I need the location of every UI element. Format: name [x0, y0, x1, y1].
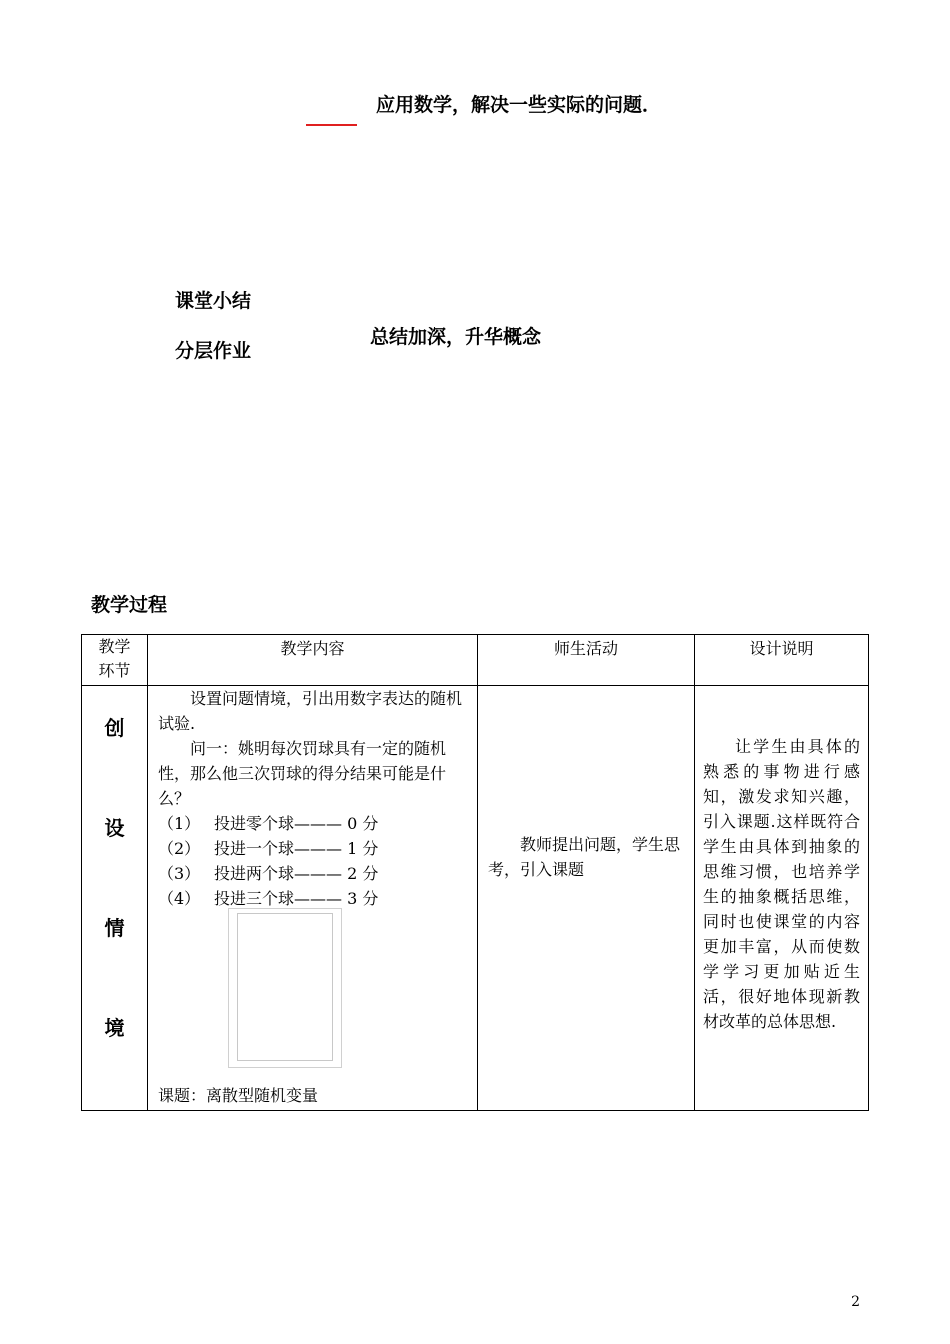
- header-stage-line2: 环节: [98, 661, 131, 680]
- content-intro: 设置问题情境，引出用数字表达的随机试验.: [158, 689, 463, 733]
- header-stage-line1: 教学: [98, 637, 131, 656]
- stage-char-3: 情: [104, 916, 125, 940]
- content-cell: [148, 686, 478, 1111]
- header-design: 设计说明: [695, 635, 869, 686]
- list-item: （4） 投进三个球——— 3 分: [158, 889, 379, 908]
- activity-text: 教师提出问题，学生思考，引入课题: [488, 835, 681, 879]
- stage-char-2: 设: [104, 816, 125, 840]
- table-header-row: [82, 635, 869, 686]
- lesson-table: [81, 634, 869, 1111]
- list-item: （3） 投进两个球——— 2 分: [158, 864, 379, 883]
- summary-text: 总结加深，升华概念: [370, 326, 542, 348]
- page-number: 2: [851, 1294, 860, 1310]
- header-activity: 师生活动: [478, 635, 695, 686]
- stage-char-4: 境: [104, 1016, 125, 1040]
- activity-cell: [478, 686, 695, 1111]
- homework-label: 分层作业: [175, 340, 252, 362]
- list-item: （2） 投进一个球——— 1 分: [158, 839, 379, 858]
- summary-label: 课堂小结: [175, 290, 252, 312]
- stage-char-1: 创: [104, 716, 125, 740]
- process-heading: 教学过程: [91, 594, 168, 616]
- image-placeholder-frame: [228, 908, 342, 1068]
- topic-line: 课题：离散型随机变量: [158, 1086, 319, 1105]
- design-text: 让学生由具体的熟悉的事物进行感知，激发求知兴趣，引入课题.这样既符合学生由具体到抽象的思维习惯，也培养学生的抽象概括思维，同时也使课堂的内容更加丰富，从而使数学学习更加贴近生活，很好地体现新教材改革的总体思想.: [703, 737, 860, 1031]
- stage-cell: [82, 686, 148, 1111]
- table-row: [82, 686, 869, 1111]
- header-content: 教学内容: [148, 635, 478, 686]
- content-question: 问一：姚明每次罚球具有一定的随机性，那么他三次罚球的得分结果可能是什么？: [158, 739, 447, 808]
- list-item: （1） 投进零个球——— 0 分: [158, 814, 379, 833]
- objective-line: 应用数学，解决一些实际的问题．: [376, 94, 662, 116]
- header-stage: [82, 635, 148, 686]
- red-accent-line: [306, 124, 357, 126]
- design-cell: [695, 686, 869, 1111]
